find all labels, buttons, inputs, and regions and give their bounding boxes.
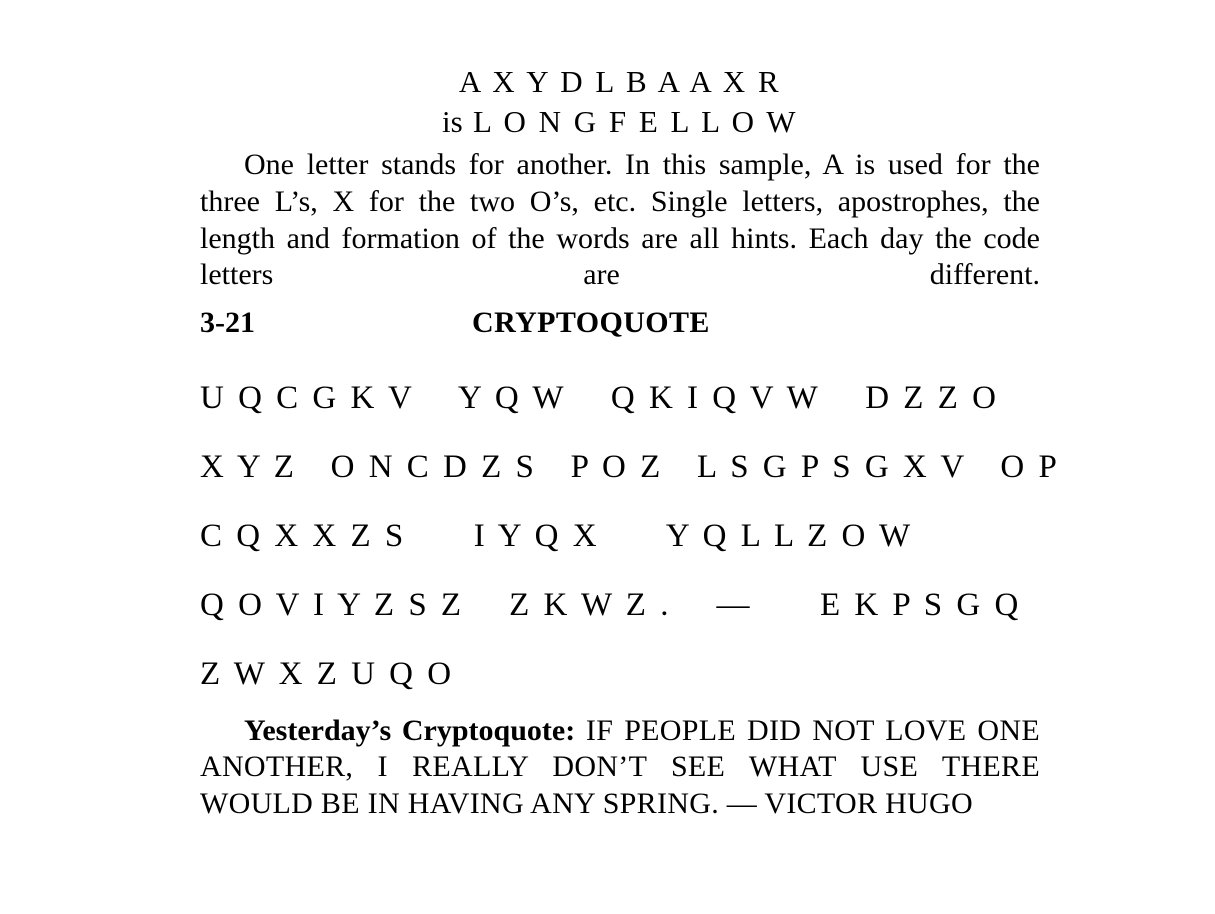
sample-plain-line [200, 102, 1040, 142]
puzzle-content [200, 62, 1060, 823]
sample-plain-prefix: is [442, 103, 463, 139]
yesterdays-answer [200, 713, 1040, 823]
cipher-line: X Y Z O N C D Z S P O Z L S G P S G X V O P [200, 448, 1060, 485]
cipher-text-block [200, 379, 1060, 692]
instructions-paragraph: One letter stands for another. In this sample, A is used for the three L’s, X for the two O’s, etc. Single letters, apostrophes, the length and formation of the words are all hints. Each day the code letters are different. [200, 148, 1040, 292]
puzzle-header-row [200, 306, 1040, 340]
yesterdays-answer-label: Yesterday’s Cryptoquote: [244, 713, 576, 747]
cipher-line: U Q C G K V Y Q W Q K I Q V W D Z Z O [200, 379, 999, 416]
puzzle-date: 3-21 [200, 305, 255, 339]
cipher-line: Z W X Z U Q O [200, 655, 455, 692]
cipher-line: Q O V I Y Z S Z Z K W Z . — E K P S G Q [200, 586, 1022, 623]
yesterdays-answer-text: IF PEOPLE DID NOT LOVE ONE ANOTHER, I REALLY DON’T SEE WHAT USE THERE WOULD BE IN HAVING ANY SPRING. — VICTOR HUGO [200, 713, 1040, 820]
sample-cipher-block [200, 62, 1040, 141]
sample-cipher-line: A X Y D L B A A X R [458, 64, 782, 99]
sample-plain-word: L O N G F E L L O W [472, 103, 798, 139]
cipher-line: C Q X X Z S I Y Q X Y Q L L Z O W [200, 517, 914, 554]
page-title: CRYPTOQUOTE [472, 305, 710, 339]
